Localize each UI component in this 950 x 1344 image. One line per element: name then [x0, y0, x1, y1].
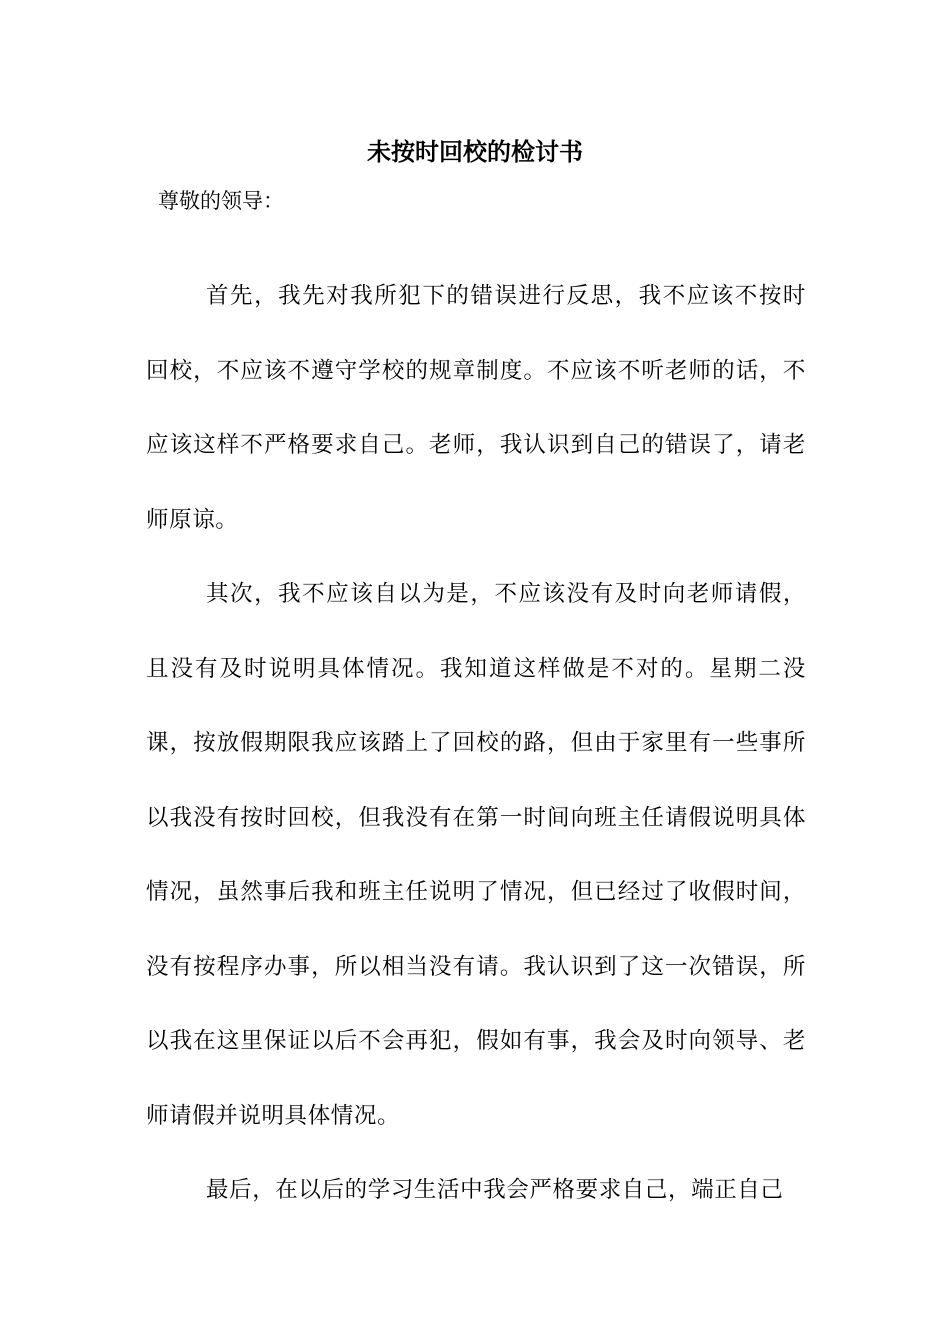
- document-title: 未按时回校的检讨书: [367, 137, 583, 166]
- document-body: [146, 259, 806, 1228]
- paragraph-second: 其次，我不应该自以为是，不应该没有及时向老师请假，且没有及时说明具体情况。我知道这样做是不对的。星期二没课，按放假期限我应该踏上了回校的路，但由于家里有一些事所以我没有按时回校，但我没有在第一时间向班主任请假说明具体情况，虽然事后我和班主任说明了情况，但已经过了收假时间，没有按程序办事，所以相当没有请。我认识到了这一次错误，所以我在这里保证以后不会再犯，假如有事，我会及时向领导、老师请假并说明具体情况。: [146, 581, 806, 1129]
- salutation: 尊敬的领导：: [158, 189, 284, 213]
- paragraph-first: 首先，我先对我所犯下的错误进行反思，我不应该不按时回校，不应该不遵守学校的规章制度。不应该不听老师的话，不应该这样不严格要求自己。老师，我认识到自己的错误了，请老师原谅。: [146, 283, 806, 533]
- paragraph-third: 最后，在以后的学习生活中我会严格要求自己，端正自己: [206, 1177, 784, 1203]
